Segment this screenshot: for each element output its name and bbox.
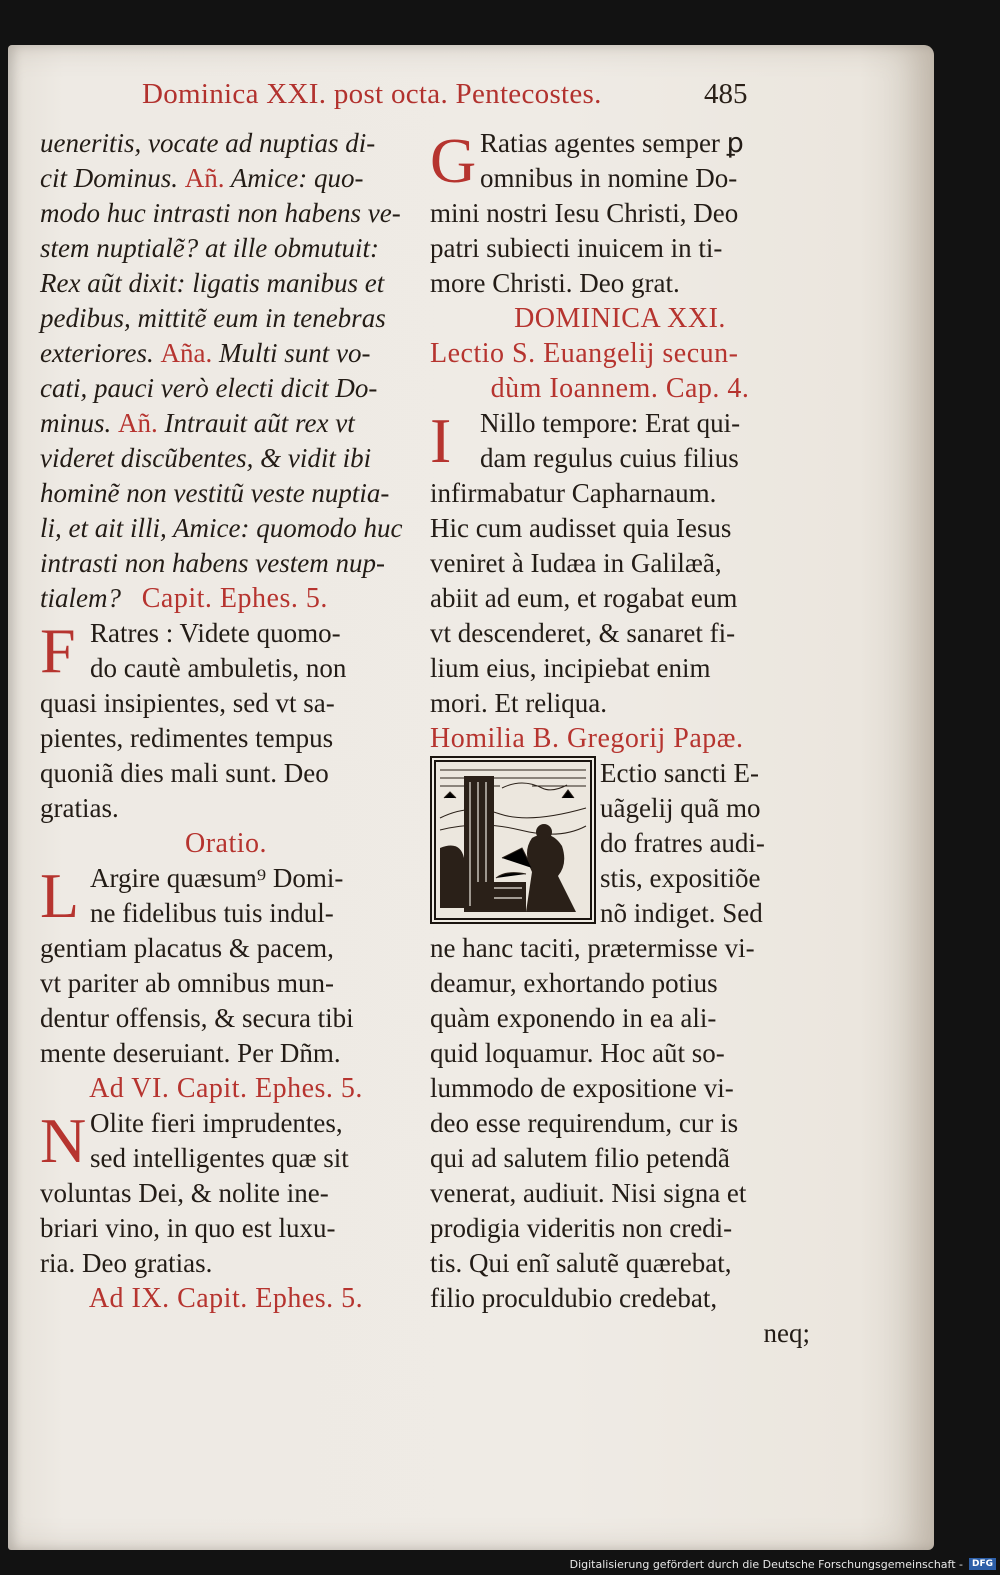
- capitulum-passage: [40, 616, 412, 826]
- text-line: voluntas Dei, & nolite ine-: [40, 1178, 329, 1208]
- initial-letter: L: [40, 860, 80, 931]
- dominica-heading: DOMINICA XXI.: [514, 303, 726, 334]
- text-line: Hic cum audisset quia Iesus: [430, 513, 732, 543]
- text-line: qui ad salutem filio petendã: [430, 1143, 730, 1173]
- text-line: quid loquamur. Hoc aũt so-: [430, 1038, 725, 1068]
- text-line: briari vino, in quo est luxu-: [40, 1213, 336, 1243]
- text-line: dentur offensis, & secura tibi: [40, 1003, 354, 1033]
- woodcut-initial: [430, 756, 596, 924]
- text-line: stis, expositiõe: [600, 863, 761, 893]
- ad-ix-heading: Ad IX. Capit. Ephes. 5.: [88, 1283, 364, 1314]
- text-line: more Christi. Deo grat.: [430, 268, 680, 298]
- text-line: vt descenderet, & sanaret fi-: [430, 618, 736, 648]
- page-number: 485: [704, 78, 748, 110]
- text-line: Ectio sancti E-: [600, 758, 759, 788]
- text-line: stem nuptialẽ? at ille obmutuit:: [40, 233, 379, 263]
- text-line: hominẽ non vestitũ veste nuptia-: [40, 478, 390, 508]
- text-line: quoniã dies mali sunt. Deo: [40, 758, 329, 788]
- initial-letter: N: [40, 1105, 87, 1176]
- text-line: minus. Añ. Intrauit aũt rex vt: [40, 408, 355, 438]
- text-line: vt pariter ab omnibus mun-: [40, 968, 334, 998]
- woodcut-illustration: [432, 758, 594, 922]
- antiphon-passage: [40, 126, 412, 616]
- text-line: sed intelligentes quæ sit: [90, 1143, 349, 1173]
- text-line: cati, pauci verò electi dicit Do-: [40, 373, 378, 403]
- text-line: do fratres audi-: [600, 828, 765, 858]
- text-line: videret discũbentes, & vidit ibi: [40, 443, 372, 473]
- digitization-footer: [569, 1553, 1000, 1575]
- initial-letter: I: [430, 405, 452, 476]
- text-line: quàm exponendo in ea ali-: [430, 1003, 717, 1033]
- homilia-heading: Homilia B. Gregorij Papæ.: [430, 723, 744, 754]
- text-line: veniret à Iudæa in Galilæã,: [430, 548, 722, 578]
- text-line: mente deseruiant. Per Dñm.: [40, 1038, 341, 1068]
- text-line: Ratres : Videte quomo-: [90, 618, 341, 648]
- dfg-logo: DFG: [969, 1558, 996, 1570]
- rubric-antiphon: Añ.: [184, 163, 225, 193]
- initial-letter: F: [40, 615, 76, 686]
- oratio-passage: [40, 861, 412, 1071]
- text-line: filio proculdubio credebat,: [430, 1283, 718, 1313]
- text-line: gentiam placatus & pacem,: [40, 933, 334, 963]
- text-line: Ratias agentes semper ꝑ: [480, 128, 744, 158]
- text-line: dam regulus cuius filius: [480, 443, 739, 473]
- text-line: deo esse requirendum, cur is: [430, 1108, 739, 1138]
- text-line: mori. Et reliqua.: [430, 688, 607, 718]
- lectio-heading: dùm Ioannem. Cap. 4.: [490, 373, 750, 404]
- left-column: [40, 126, 412, 1316]
- text-line: quasi insipientes, sed vt sa-: [40, 688, 335, 718]
- text-line: ne hanc taciti, prætermisse vi-: [430, 933, 755, 963]
- text-line: Olite fieri imprudentes,: [90, 1108, 343, 1138]
- text-line: lummodo de expositione vi-: [430, 1073, 734, 1103]
- running-head: [142, 78, 782, 122]
- text-line: ne fidelibus tuis indul-: [90, 898, 334, 928]
- text-line: prodigia videritis non credi-: [430, 1213, 733, 1243]
- text-line: uãgelij quã mo: [600, 793, 761, 823]
- text-line: li, et ait illi, Amice: quomodo huc: [40, 513, 403, 543]
- gratias-passage: [430, 126, 810, 301]
- text-line: pientes, redimentes tempus: [40, 723, 334, 753]
- text-line: infirmabatur Capharnaum.: [430, 478, 717, 508]
- text-line: modo huc intrasti non habens ve-: [40, 198, 401, 228]
- text-line: Nillo tempore: Erat qui-: [480, 408, 741, 438]
- text-line: cit Dominus. Añ. Amice: quo-: [40, 163, 364, 193]
- right-column: [430, 126, 810, 1351]
- text-line: pedibus, mittitẽ eum in tenebras: [40, 303, 386, 333]
- homily-passage: [430, 756, 810, 1316]
- rubric-antiphon: Añ.: [118, 408, 158, 438]
- text-line: intrasti non habens vestem nup-: [40, 548, 385, 578]
- text-line: mini nostri Iesu Christi, Deo: [430, 198, 739, 228]
- text-line: abiit ad eum, et rogabat eum: [430, 583, 738, 613]
- text-line: do cautè ambuletis, non: [90, 653, 347, 683]
- lectio-heading: Lectio S. Euangelij secun-: [430, 338, 739, 369]
- initial-letter: G: [430, 125, 477, 196]
- catchword: neq;: [763, 1318, 810, 1348]
- text-line: gratias.: [40, 793, 119, 823]
- funding-credit: Digitalisierung gefördert durch die Deutsche Forschungsgemeinschaft -: [569, 1557, 963, 1571]
- text-line: venerat, audiuit. Nisi signa et: [430, 1178, 747, 1208]
- text-line: exteriores. Aña. Multi sunt vo-: [40, 338, 371, 368]
- text-line: Argire quæsum⁹ Domi-: [90, 863, 344, 893]
- text-line: omnibus in nomine Do-: [480, 163, 738, 193]
- text-line: nõ indiget. Sed: [600, 898, 763, 928]
- text-line: Rex aũt dixit: ligatis manibus et: [40, 268, 385, 298]
- text-line: tis. Qui enĩ salutẽ quærebat,: [430, 1248, 732, 1278]
- ad-vi-heading: Ad VI. Capit. Ephes. 5.: [89, 1073, 363, 1104]
- gospel-passage: [430, 406, 810, 721]
- text-line: deamur, exhortando potius: [430, 968, 718, 998]
- text-line: lium eius, incipiebat enim: [430, 653, 711, 683]
- oratio-heading: Oratio.: [184, 828, 268, 859]
- text-line: patri subiecti inuicem in ti-: [430, 233, 723, 263]
- text-line: ueneritis, vocate ad nuptias di-: [40, 128, 376, 158]
- ad-vi-passage: [40, 1106, 412, 1281]
- text-line: ria. Deo gratias.: [40, 1248, 213, 1278]
- rubric-antiphon: Aña.: [160, 338, 213, 368]
- running-title: Dominica XXI. post octa. Pentecostes.: [142, 78, 602, 110]
- text-line: tialem? Capit. Ephes. 5.: [40, 583, 328, 614]
- rubric-capitulum: Capit. Ephes. 5.: [141, 583, 328, 614]
